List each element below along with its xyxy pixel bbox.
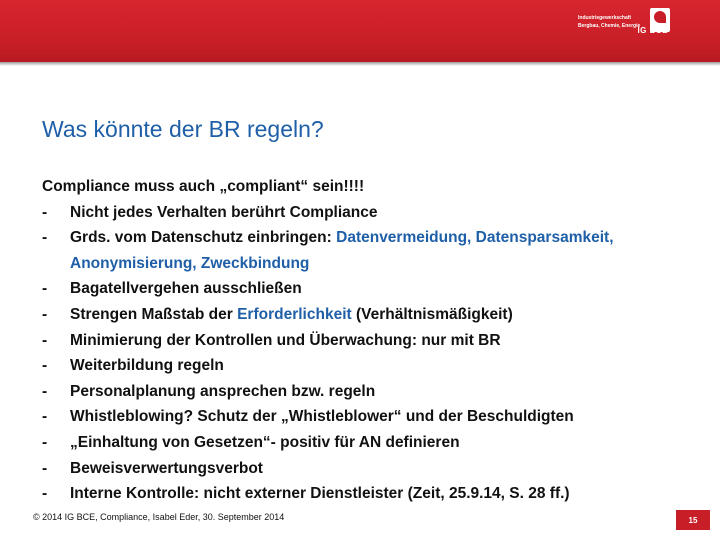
bullet-dash: -: [42, 331, 48, 349]
item-text: Minimierung der Kontrollen und Überwachung: nur mit BR: [70, 331, 501, 349]
list-item-text: [70, 200, 682, 226]
item-text: Weiterbildung regeln: [70, 357, 224, 375]
list-item: [42, 481, 682, 507]
slide-content: [42, 174, 682, 507]
item-text: Whistleblowing? Schutz der „Whistleblower“ und der Beschuldigten: [70, 408, 574, 426]
slide-title: Was könnte der BR regeln?: [42, 116, 324, 142]
brand-line-2: Bergbau, Chemie, Energie: [578, 23, 641, 29]
list-item: [42, 379, 682, 405]
item-text: Nicht jedes Verhalten berührt Compliance: [70, 203, 378, 221]
list-item-text: [70, 379, 682, 405]
intro-line: Compliance muss auch „compliant“ sein!!!!: [42, 178, 365, 195]
bullet-dash: -: [42, 280, 48, 298]
item-text: Personalplanung ansprechen bzw. regeln: [70, 382, 376, 400]
item-text: Interne Kontrolle: nicht externer Dienstleister (Zeit, 25.9.14, S. 28 ff.): [70, 485, 570, 503]
list-item: [42, 302, 682, 328]
list-item: [42, 404, 682, 430]
bullet-dash: -: [42, 459, 48, 477]
list-item-text: [70, 225, 682, 276]
bullet-dash: -: [42, 485, 48, 503]
bullet-dash: -: [42, 229, 48, 247]
list-item-text: [70, 481, 682, 507]
list-item-text: [70, 276, 682, 302]
list-item-text: [70, 456, 682, 482]
list-item: [42, 430, 682, 456]
bullet-dash: -: [42, 382, 48, 400]
list-item-text: [70, 430, 682, 456]
item-text: Beweisverwertungsverbot: [70, 459, 263, 477]
item-text: Grds. vom Datenschutz einbringen:: [70, 229, 337, 247]
highlighted-text: Datenvermeidung, Datensparsamkeit, Anonymisierung, Zweckbindung: [70, 229, 614, 272]
list-item: [42, 353, 682, 379]
brand-line-1: Industriegewerkschaft: [578, 15, 632, 21]
list-item: [42, 225, 682, 276]
bullet-dash: -: [42, 305, 48, 323]
bullet-dash: -: [42, 408, 48, 426]
logo-text: IG BCE: [637, 26, 668, 35]
list-item: [42, 328, 682, 354]
list-item-text: [70, 302, 682, 328]
bullet-dash: -: [42, 203, 48, 221]
page-number-badge: 15: [676, 510, 710, 530]
bullet-dash: -: [42, 357, 48, 375]
header-band: [0, 0, 720, 62]
list-item-text: [70, 353, 682, 379]
item-text: „Einhaltung von Gesetzen“- positiv für AN definieren: [70, 433, 460, 451]
highlighted-text: Erforderlichkeit: [237, 305, 352, 323]
list-item: [42, 200, 682, 226]
bullet-list: [42, 200, 682, 507]
list-item-text: [70, 404, 682, 430]
logo-shape: [654, 11, 666, 23]
list-item: [42, 456, 682, 482]
item-text: Bagatellvergehen ausschließen: [70, 280, 302, 298]
footer-copyright: © 2014 IG BCE, Compliance, Isabel Eder, 30. September 2014: [33, 512, 285, 522]
item-text: (Verhältnismäßigkeit): [351, 305, 513, 323]
item-text: Strengen Maßstab der: [70, 305, 238, 323]
list-item-text: [70, 328, 682, 354]
bullet-dash: -: [42, 433, 48, 451]
list-item: [42, 276, 682, 302]
header-divider: [0, 62, 720, 66]
